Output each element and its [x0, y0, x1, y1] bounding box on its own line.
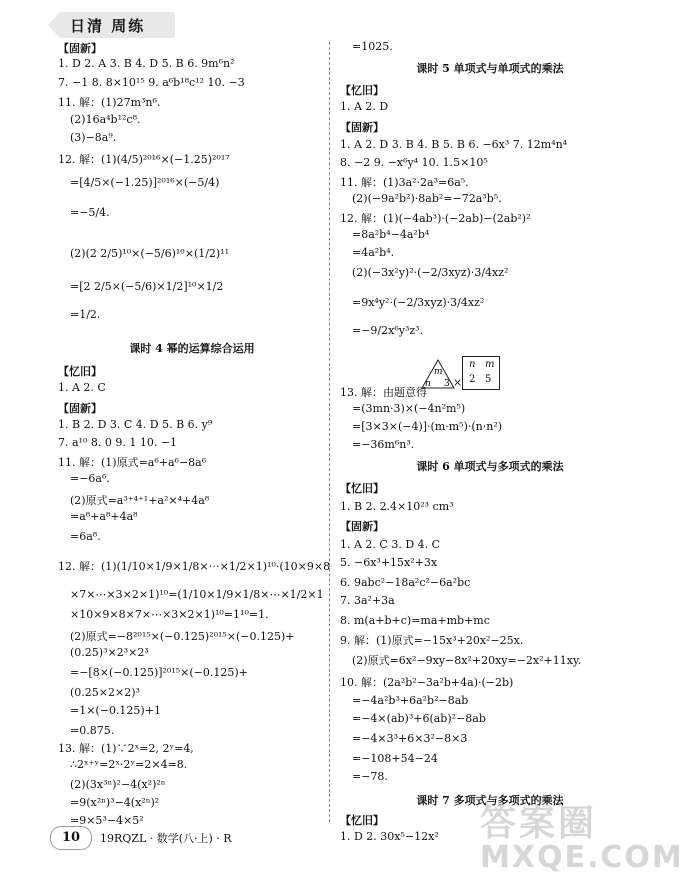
answer-line: 8. −2 9. −x⁶y⁴ 10. 1.5×10⁵ — [340, 156, 488, 169]
answer-line: =(3mn·3)×(−4n²m⁵) — [352, 402, 466, 415]
answer-line: =−78. — [352, 770, 388, 783]
lesson-title: 课时 4 幂的运算综合运用 — [129, 342, 255, 355]
answer-line: (2)(3x³ⁿ)²−4(x²)²ⁿ — [70, 778, 166, 791]
header-title: 日清 周练 — [70, 17, 146, 35]
answer-line: 1. A 2. C — [58, 381, 106, 394]
watermark: 答案圈 — [480, 803, 598, 844]
answer-line: =9(x²ⁿ)³−4(x²ⁿ)² — [70, 796, 160, 809]
section-heading: 【固新】 — [340, 520, 384, 533]
footer-text: 19RQZL · 数学(八·上) · R — [100, 832, 232, 845]
answer-line: =1025. — [352, 40, 393, 53]
answer-line: 12. 解：(1)(−4ab³)·(−2ab)−(2ab²)² — [340, 212, 531, 225]
lesson-title: 课时 5 单项式与单项式的乘法 — [416, 62, 564, 75]
answer-line: (0.25)³×2³×2³ — [70, 646, 149, 659]
answer-line: ×7×⋯×3×2×1)¹⁰=(1/10×1/9×1/8×⋯×1/2×1 — [70, 588, 324, 601]
answer-line: (2)(−3x²y)²·(−2/3xyz)·3/4xz² — [352, 266, 509, 279]
answer-line: =a⁸+a⁸+4a⁸ — [70, 510, 138, 523]
box-cell: 5 — [485, 374, 492, 385]
answer-line: (2)(2 2/5)¹⁰×(−5/6)¹⁰×(1/2)¹¹ — [70, 247, 230, 260]
answer-line: 13. 解：由题意得 — [340, 386, 427, 399]
answer-line: 1. B 2. D 3. C 4. D 5. B 6. y⁹ — [58, 418, 213, 431]
answer-line: =1/2. — [70, 308, 101, 321]
answer-line: 11. 解：(1)27m³n⁶. — [58, 96, 161, 109]
tri-right: 3 — [444, 379, 450, 389]
answer-line: ∴2ˣ⁺ʸ=2ˣ·2ʸ=2×4=8. — [70, 758, 188, 771]
answer-line: (2)原式=6x²−9xy−8x²+20xy=−2x²+11xy. — [352, 654, 582, 667]
answer-line: 11. 解：(1)3a²·2a³=6a⁵. — [340, 176, 469, 189]
answer-line: =4a²b⁴. — [352, 246, 395, 259]
answer-line: =8a²b⁴−4a²b⁴ — [352, 228, 430, 241]
answer-line: =9x⁴y²·(−2/3xyz)·3/4xz² — [352, 296, 485, 309]
answer-line: (3)−8a⁹. — [70, 131, 117, 144]
answer-line: (2)原式=−8²⁰¹⁵×(−0.125)²⁰¹⁵×(−0.125)+ — [70, 630, 295, 643]
answer-line: =−5/4. — [70, 206, 110, 219]
answer-line: (2)(−9a²b²)·8ab²=−72a³b⁵. — [352, 192, 502, 205]
section-heading: 【固新】 — [58, 42, 102, 55]
column-divider — [329, 42, 330, 822]
answer-line: =−4a²b³+6a²b²−8ab — [352, 694, 469, 707]
watermark-url: MXQE.COM — [480, 840, 684, 875]
lesson-title: 课时 6 单项式与多项式的乘法 — [416, 460, 564, 473]
lesson-title: 课时 7 多项式与多项式的乘法 — [416, 794, 564, 807]
answer-line: 6. 9abc²−18a²c²−6a²bc — [340, 576, 471, 589]
answer-line: =[4/5×(−1.25)]²⁰¹⁶×(−5/4) — [70, 176, 220, 189]
answer-line: =1×(−0.125)+1 — [70, 704, 161, 717]
box-cell: m — [485, 359, 495, 370]
answer-line: =−36m⁶n³. — [352, 438, 415, 451]
header-arrow — [48, 12, 60, 38]
answer-line: 12. 解：(1)(4/5)²⁰¹⁶×(−1.25)²⁰¹⁷ — [58, 153, 230, 166]
answer-line: 7. −1 8. 8×10¹⁵ 9. a⁶b¹⁸c¹² 10. −3 — [58, 76, 245, 89]
answer-line: 1. B 2. 2.4×10²³ cm³ — [340, 500, 454, 513]
triangle-figure — [420, 358, 456, 390]
answer-line: (0.25×2×2)³ — [70, 686, 140, 699]
section-heading: 【忆旧】 — [340, 84, 384, 97]
section-heading: 【忆旧】 — [340, 814, 384, 827]
answer-line: (2)16a⁴b¹²c⁸. — [70, 113, 141, 126]
answer-line: 11. 解：(1)原式=a⁶+a⁶−8a⁶ — [58, 456, 207, 469]
answer-line: (2)原式=a³⁺⁴⁺¹+a²×⁴+4a⁸ — [70, 494, 210, 507]
section-heading: 【固新】 — [340, 121, 384, 134]
answer-line: =−4×3³+6×3²−8×3 — [352, 732, 468, 745]
answer-line: 1. A 2. D 3. B 4. B 5. B 6. −6x³ 7. 12m⁴n⁴ — [340, 138, 568, 151]
tri-left: n — [425, 379, 431, 389]
answer-line: =[3×3×(−4)]·(m·m⁵)·(n·n²) — [352, 420, 503, 433]
answer-line: 1. A 2. D — [340, 100, 389, 113]
times-sign: × — [453, 376, 463, 389]
answer-line: =6a⁸. — [70, 530, 101, 543]
answer-line: 13. 解：(1)∵2ˣ=2, 2ʸ=4, — [58, 742, 194, 755]
answer-line: 1. D 2. 30x⁵−12x² — [340, 830, 439, 843]
answer-line: ×10×9×8×7×⋯×3×2×1)¹⁰=1¹⁰=1. — [70, 608, 269, 621]
answer-line: =0.875. — [70, 724, 115, 737]
answer-line: 1. A 2. C 3. D 4. C — [340, 538, 441, 551]
answer-line: 1. D 2. A 3. B 4. D 5. B 6. 9m⁶n² — [58, 57, 235, 70]
box-cell: 2 — [469, 374, 476, 385]
box-cell: n — [469, 359, 476, 370]
answer-line: =−108+54−24 — [352, 752, 438, 765]
answer-line: =−6a⁶. — [70, 472, 110, 485]
section-heading: 【固新】 — [58, 402, 102, 415]
tri-top: m — [434, 367, 443, 377]
section-heading: 【忆旧】 — [58, 365, 102, 378]
page-number: 10 — [50, 826, 92, 850]
answer-line: 10. 解：(2a²b²−3a²b+4a)·(−2b) — [340, 676, 514, 689]
answer-line: =[2 2/5×(−5/6)×1/2]¹⁰×1/2 — [70, 280, 224, 293]
answer-line: =9×5³−4×5² — [70, 814, 144, 827]
answer-line: 9. 解：(1)原式=−15x³+20x²−25x. — [340, 634, 524, 647]
answer-line: 8. m(a+b+c)=ma+mb+mc — [340, 614, 490, 627]
answer-line: =−9/2x⁶y³z³. — [352, 324, 424, 337]
answer-line: =−4×(ab)³+6(ab)²−8ab — [352, 712, 486, 725]
box-figure — [462, 356, 500, 390]
answer-line: 12. 解：(1)(1/10×1/9×1/8×⋯×1/2×1)¹⁰·(10×9×8 — [58, 560, 331, 573]
answer-line: 7. 3a²+3a — [340, 594, 395, 607]
answer-line: =−[8×(−0.125)]²⁰¹⁵×(−0.125)+ — [70, 666, 248, 679]
answer-line: 7. a¹⁰ 8. 0 9. 1 10. −1 — [58, 436, 178, 449]
section-heading: 【忆旧】 — [340, 482, 384, 495]
answer-line: 5. −6x³+15x²+3x — [340, 556, 438, 569]
